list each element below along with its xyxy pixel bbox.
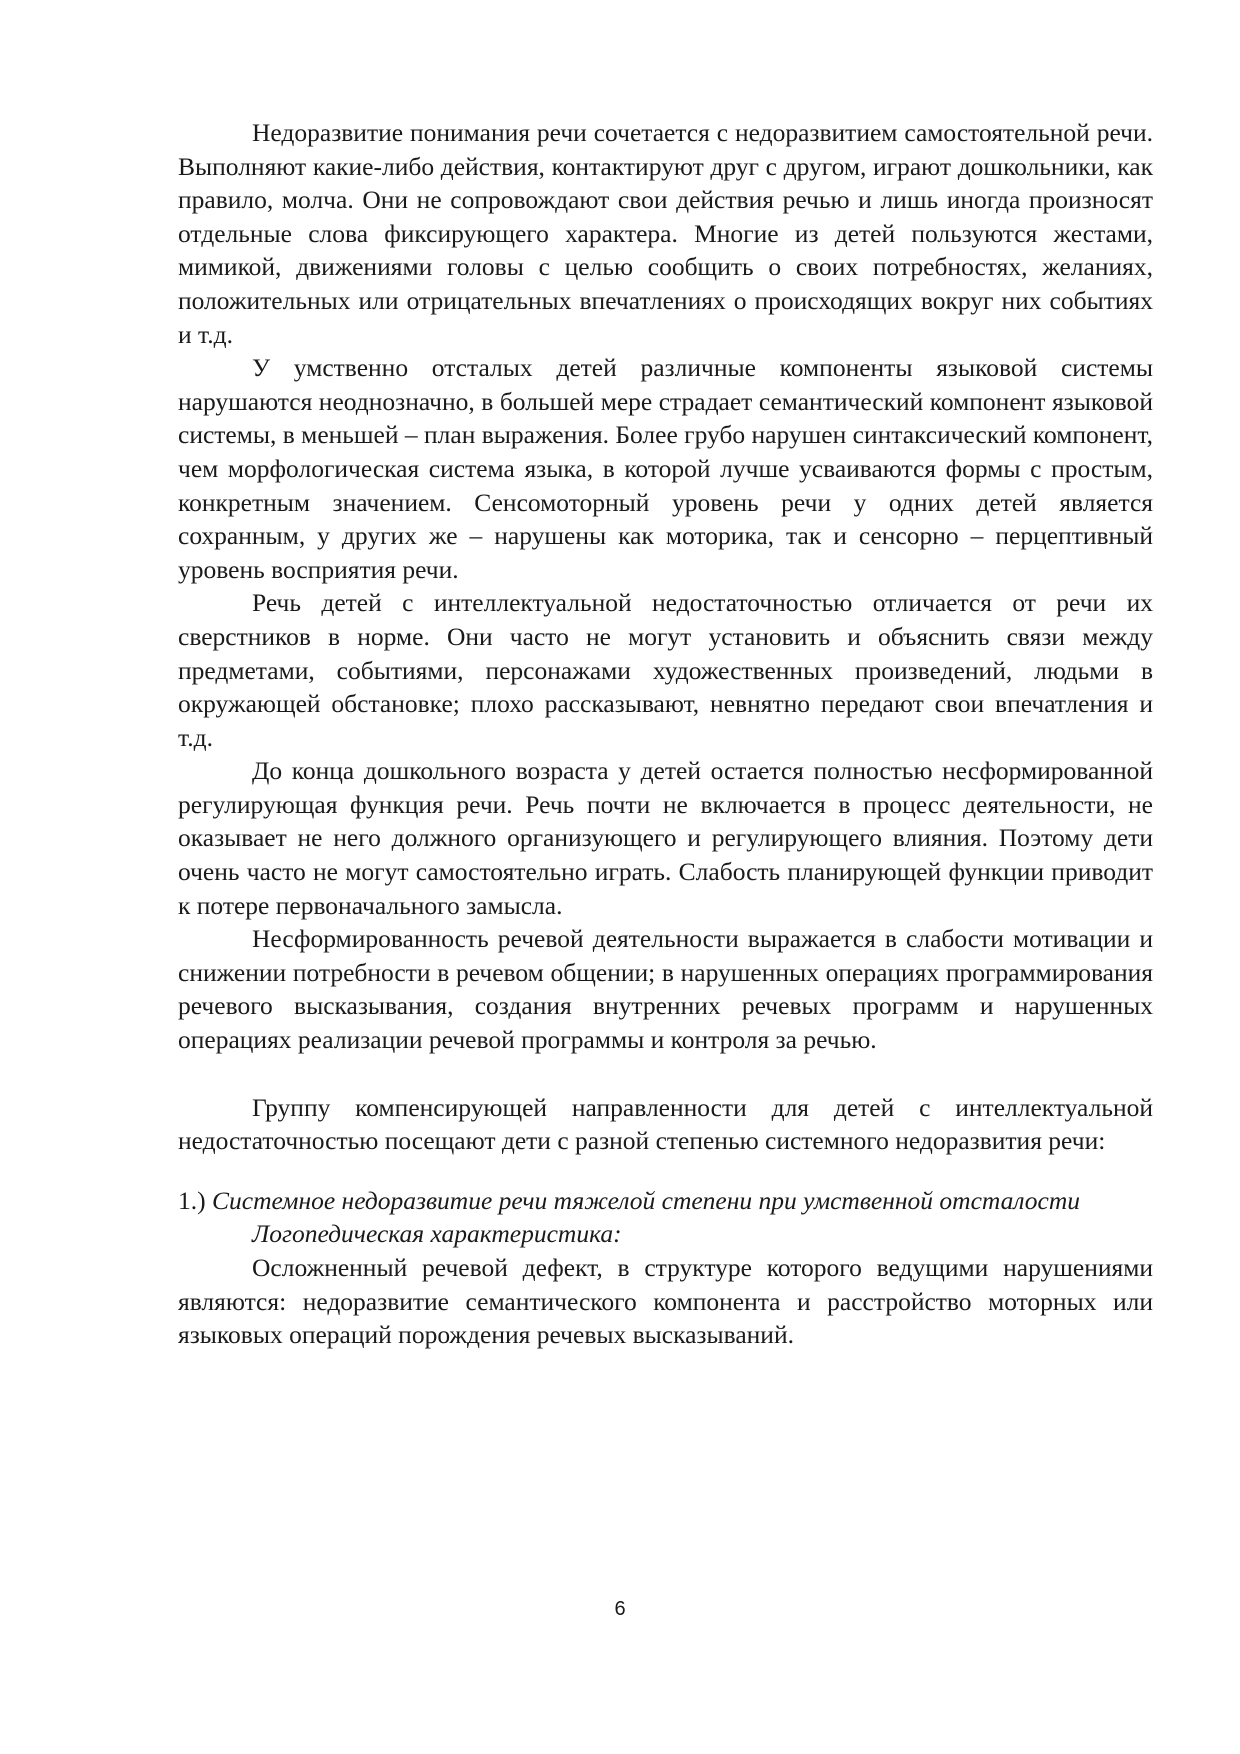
paragraph-regulating-function: До конца дошкольного возраста у детей остается полностью несформированной регулирующая функция речи. Речь почти не включается в процесс деятельности, не оказывает не него должного организующего и регулирующего влияния. Поэтому дети очень часто не могут самостоятельно играть. Слабость планирующей функции приводит к потере первоначального замысла. [178,756,1153,920]
paragraph-spacer [178,1057,1153,1091]
document-page [178,116,1153,1352]
paragraph-compensating-group: Группу компенсирующей направленности для детей с интеллектуальной недостаточностью посещают дети с разной степенью системного недоразвития речи: [178,1092,1153,1156]
paragraph-speech-differences: Речь детей с интеллектуальной недостаточностью отличается от речи их сверстников в норме. Они часто не могут установить и объяснить связи между предметами, событиями, персонажами художественных произведений, людьми в окружающей обстановке; плохо рассказывают, невнятно передают свои впечатления и т.д. [178,588,1153,752]
item-heading [178,1184,1153,1218]
item-title: Системное недоразвитие речи тяжелой степени при умственной отсталости [212,1185,1081,1215]
item-description: Осложненный речевой дефект, в структуре которого ведущими нарушениями являются: недоразвитие семантического компонента и расстройство моторных или языковых операций порождения речевых высказываний. [178,1253,1153,1350]
paragraph-spacer [178,1158,1153,1184]
paragraph-speech-understanding: Недоразвитие понимания речи сочетается с недоразвитием самостоятельной речи. Выполняют какие-либо действия, контактируют друг с другом, играют дошкольники, как правило, молча. Они не сопровождают свои действия речью и лишь иногда произносят отдельные слова фиксирующего характера. Многие из детей пользуются жестами, мимикой, движениями головы с целью сообщить о своих потребностях, желаниях, положительных или отрицательных впечатлениях о происходящих вокруг них событиях и т.д. [178,118,1153,349]
item-subheading: Логопедическая характеристика: [252,1219,622,1249]
page-number: 6 [614,1598,626,1620]
paragraph-language-components: У умственно отсталых детей различные компоненты языковой системы нарушаются неоднозначно, в большей мере страдает семантический компонент языковой системы, в меньшей – план выражения. Более грубо нарушен синтаксический компонент, чем морфологическая система языка, в которой лучше усваиваются формы с простым, конкретным значением. Сенсомоторный уровень речи у одних детей является сохранным, у других же – нарушены как моторика, так и сенсорно – перцептивный уровень восприятия речи. [178,353,1153,584]
paragraph-speech-activity: Несформированность речевой деятельности выражается в слабости мотивации и снижении потребности в речевом общении; в нарушенных операциях программирования речевого высказывания, создания внутренних речевых программ и нарушенных операциях реализации речевой программы и контроля за речью. [178,924,1153,1055]
item-number: 1.) [178,1185,206,1215]
